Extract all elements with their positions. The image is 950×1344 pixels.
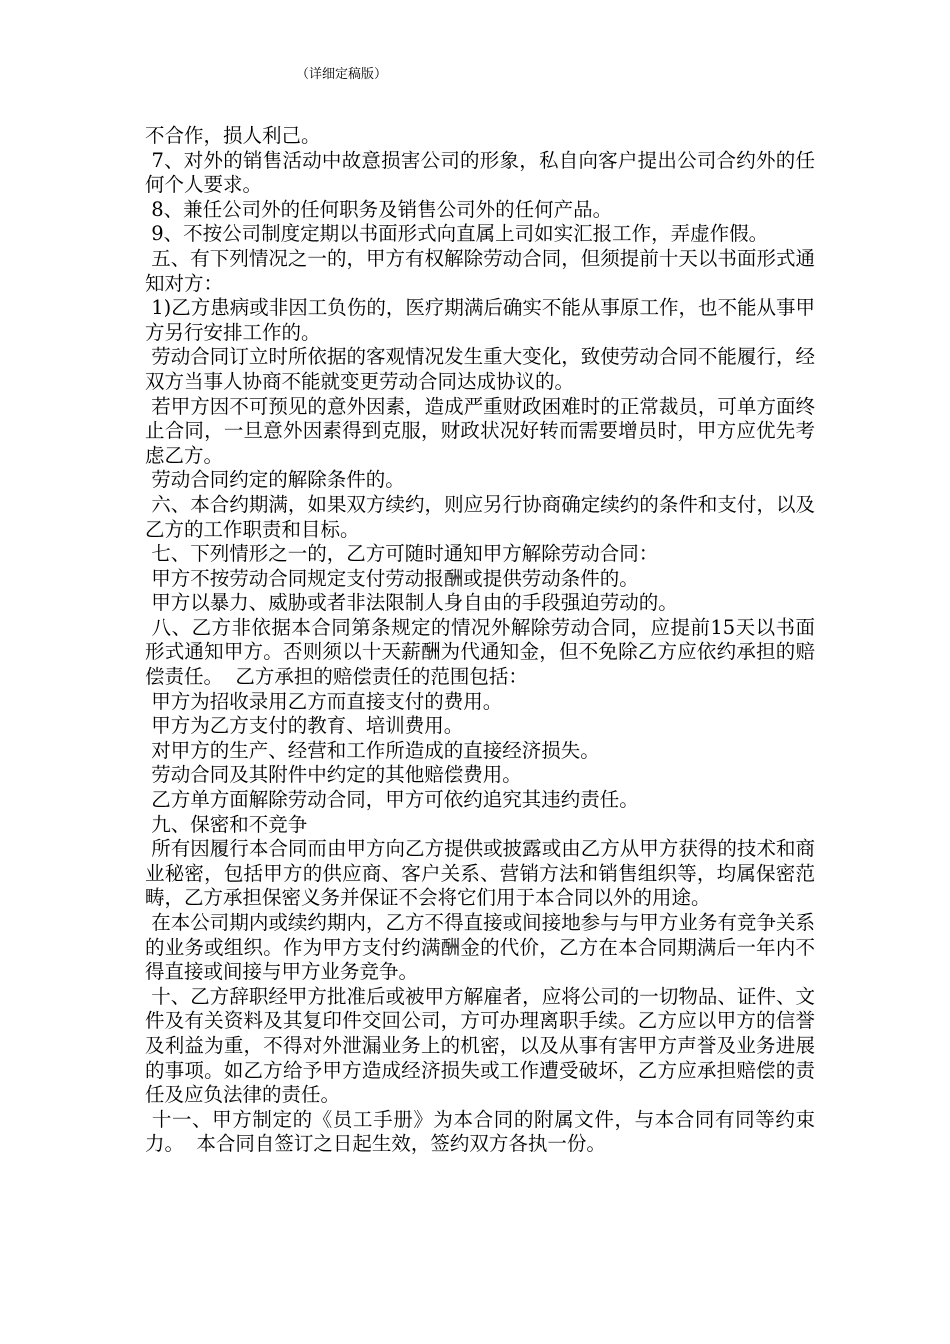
- paragraph-2: 7、对外的销售活动中故意损害公司的形象，私自向客户提出公司合约外的任何个人要求。: [145, 148, 815, 197]
- paragraph-23: 十、乙方辞职经甲方批准后或被甲方解雇者，应将公司的一切物品、证件、文件及有关资料及其复印件交回公司，方可办理离职手续。乙方应以甲方的信誉及利益为重，不得对外泄漏业务上的机密，以及从事有害甲方声誉及业务进展的事项。如乙方给予甲方造成经济损失或工作遭受破坏，乙方应承担赔偿的责任及应负法律的责任。: [145, 984, 815, 1107]
- paragraph-8: 若甲方因不可预见的意外因素，造成严重财政困难时的正常裁员，可单方面终止合同，一旦意外因素得到克服，财政状况好转而需要增员时，甲方应优先考虑乙方。: [145, 394, 815, 467]
- paragraph-1: 不合作，损人利己。: [145, 124, 321, 147]
- paragraph-21: 所有因履行本合同而由甲方向乙方提供或披露或由乙方从甲方获得的技术和商业秘密，包括甲方的供应商、客户关系、营销方法和销售组织等，均属保密范畴，乙方承担保密义务并保证不会将它们用于本合同以外的用途。: [145, 837, 815, 910]
- paragraph-22: 在本公司期内或续约期内，乙方不得直接或间接地参与与甲方业务有竞争关系的业务或组织。作为甲方支付约满酬金的代价，乙方在本合同期满后一年内不得直接或间接与甲方业务竞争。: [145, 911, 815, 984]
- paragraph-16: 甲方为乙方支付的教育、培训费用。: [145, 714, 464, 738]
- paragraph-24: 十一、甲方制定的《员工手册》为本合同的附属文件，与本合同有同等约束力。 本合同自签订之日起生效，签约双方各执一份。: [145, 1107, 815, 1156]
- paragraph-15: 甲方为招收录用乙方而直接支付的费用。: [145, 689, 503, 713]
- document-body: [145, 124, 815, 1157]
- paragraph-14: 八、乙方非依据本合同第条规定的情况外解除劳动合同，应提前15天以书面形式通知甲方。否则须以十天薪酬为代通知金，但不免除乙方应依约承担的赔偿责任。 乙方承担的赔偿责任的范围包括：: [145, 615, 815, 689]
- paragraph-3: 8、兼任公司外的任何职务及销售公司外的任何产品。: [145, 197, 613, 221]
- paragraph-19: 乙方单方面解除劳动合同，甲方可依约追究其违约责任。: [145, 788, 639, 812]
- paragraph-11: 七、下列情形之一的，乙方可随时通知甲方解除劳动合同：: [145, 542, 659, 566]
- page-header-note: （详细定稿版）: [296, 67, 388, 82]
- paragraph-20: 九、保密和不竞争: [145, 812, 308, 836]
- paragraph-10: 六、本合约期满，如果双方续约，则应另行协商确定续约的条件和支付，以及乙方的工作职责和目标。: [145, 492, 815, 541]
- paragraph-6: 1)乙方患病或非因工负伤的，医疗期满后确实不能从事原工作，也不能从事甲方另行安排工作的。: [145, 296, 816, 344]
- paragraph-12: 甲方不按劳动合同规定支付劳动报酬或提供劳动条件的。: [145, 566, 639, 590]
- paragraph-4: 9、不按公司制度定期以书面形式向直属上司如实汇报工作，弄虚作假。: [145, 222, 769, 246]
- paragraph-9: 劳动合同约定的解除条件的。: [145, 468, 405, 492]
- paragraph-17: 对甲方的生产、经营和工作所造成的直接经济损失。: [145, 738, 600, 762]
- paragraph-13: 甲方以暴力、威胁或者非法限制人身自由的手段强迫劳动的。: [145, 591, 678, 615]
- paragraph-18: 劳动合同及其附件中约定的其他赔偿费用。: [145, 763, 522, 787]
- paragraph-7: 劳动合同订立时所依据的客观情况发生重大变化，致使劳动合同不能履行，经双方当事人协商不能就变更劳动合同达成协议的。: [145, 345, 815, 393]
- paragraph-5: 五、有下列情况之一的，甲方有权解除劳动合同，但须提前十天以书面形式通知对方：: [145, 246, 815, 295]
